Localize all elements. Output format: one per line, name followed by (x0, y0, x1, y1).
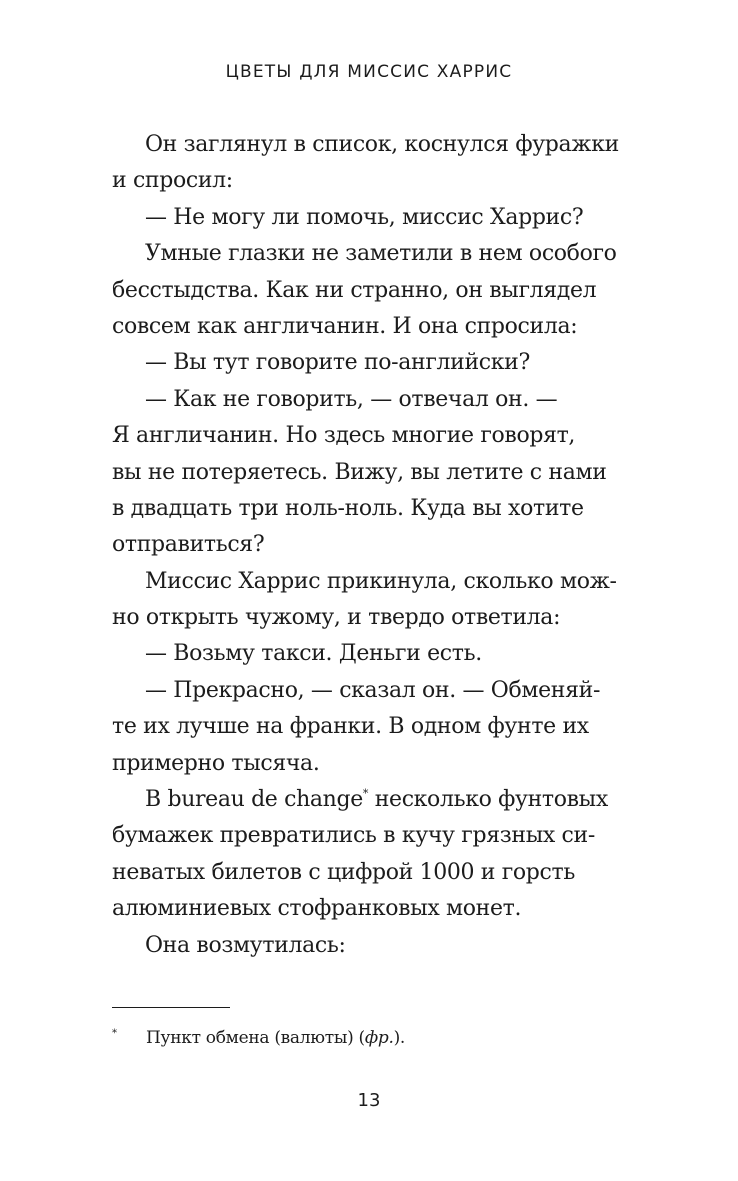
text-line: неватых билетов с цифрой 1000 и горсть (112, 859, 575, 885)
footnote-abbreviation: фр. (364, 1028, 394, 1048)
text-line: Миссис Харрис прикинула, сколько мож- (145, 568, 617, 594)
text-line: вы не потеряетесь. Вижу, вы летите с нами (112, 459, 607, 485)
text-line: алюминиевых стофранковых монет. (112, 896, 522, 922)
footnote-close: ). (393, 1028, 405, 1048)
footnote-text: Пункт обмена (валюты) ( (146, 1028, 365, 1048)
text-line: и спросил: (112, 168, 233, 194)
text-line: те их лучше на франки. В одном фунте их (112, 714, 589, 740)
text-line: — Не могу ли помочь, миссис Харрис? (145, 204, 584, 230)
text-fragment: В bureau de change (145, 787, 363, 813)
text-fragment: несколько фунтовых (368, 787, 608, 813)
text-line: Умные глазки не заметили в нем особого (145, 241, 617, 267)
text-line: — Возьму такси. Деньги есть. (145, 641, 482, 667)
text-line: — Вы тут говорите по-английски? (145, 350, 530, 376)
text-line: Он заглянул в список, коснулся фуражки (145, 132, 619, 157)
text-line: Я англичанин. Но здесь многие говорят, (112, 423, 576, 449)
text-line: — Как не говорить, — отвечал он. — (145, 386, 558, 412)
text-line: но открыть чужому, и твердо ответила: (112, 605, 561, 631)
footnote (112, 1022, 622, 1050)
text-line: — Прекрасно, — сказал он. — Обменяй- (145, 677, 601, 703)
text-line: в двадцать три ноль-ноль. Куда вы хотите (112, 495, 584, 521)
text-line: совсем как англичанин. И она спросила: (112, 313, 578, 339)
running-head: ЦВЕТЫ ДЛЯ МИССИС ХАРРИС (225, 62, 513, 82)
text-line: бесстыдства. Как ни странно, он выглядел (112, 277, 597, 303)
footnote-rule (112, 1007, 230, 1008)
footnote-reference: * (362, 787, 369, 801)
text-line: примерно тысяча. (112, 750, 320, 776)
footnote-marker: * (112, 1028, 117, 1039)
page-number: 13 (357, 1090, 381, 1111)
text-line-with-footnote (112, 782, 622, 818)
text-line: отправиться? (112, 532, 265, 558)
body-text (112, 127, 622, 964)
text-line: бумажек превратились в кучу грязных си- (112, 823, 595, 849)
text-line: Она возмутилась: (145, 932, 346, 958)
